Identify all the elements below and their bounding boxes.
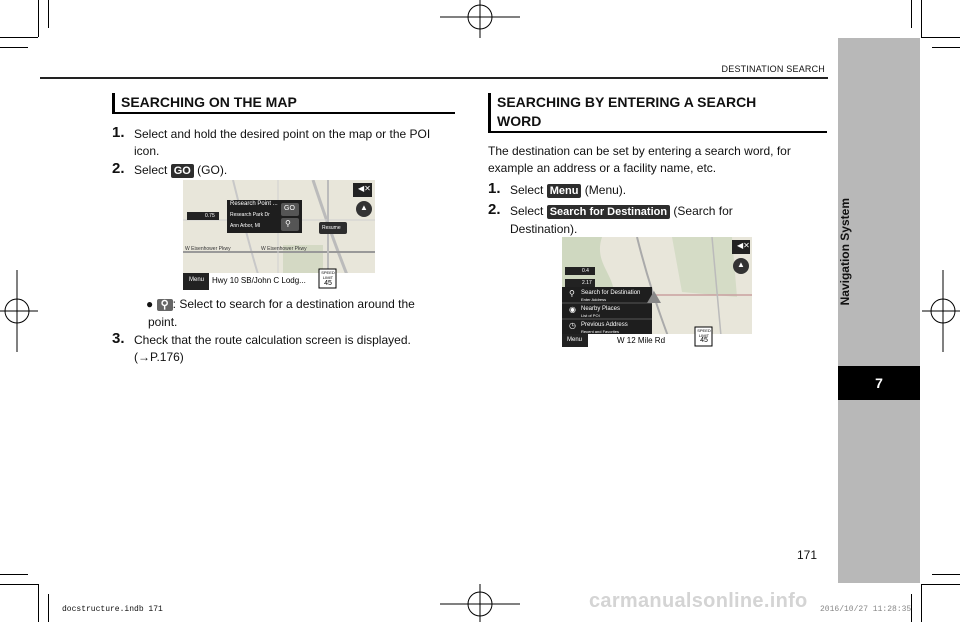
go-button[interactable]: GO [284,205,295,212]
menu-button[interactable]: Menu [567,337,583,343]
footer-date: 2016/10/27 11:28:35 [820,605,912,614]
step-number: 3. [112,330,125,347]
step-text [510,182,626,200]
menu-button-ref: Menu [547,184,582,198]
menu-item-sub: Recent and Favorites [581,329,620,334]
section-heading-map [112,93,455,114]
popup-line3: Ann Arbor, MI [230,223,261,229]
step-text: Select and hold the desired point on the map or the POI icon. [134,127,431,158]
popup-line2: Research Park Dr [230,212,270,218]
search-icon: ⚲ [157,299,173,311]
chapter-label: Navigation System [838,198,852,306]
map-graphic [183,180,375,290]
step-text-b: (→P.176) [134,350,184,364]
footer-file: docstructure.indb 171 [62,605,163,614]
street-name: Hwy 10 SB/John C Lodg... [212,276,306,285]
mute-icon[interactable]: ◀✕ [737,241,750,250]
menu-item-sub: List of POI [581,313,600,318]
step-number: 1. [112,124,125,141]
resume-button[interactable]: Resume [322,225,341,231]
intro-text [488,143,826,177]
step-post: (Menu). [584,183,627,197]
search-destination-button-ref: Search for Destination [547,205,670,219]
step-pre: Select [134,163,168,177]
step-number: 1. [488,180,501,197]
search-icon[interactable]: ⚲ [285,219,291,228]
menu-button[interactable]: Menu [189,277,205,283]
step-number: 2. [112,160,125,177]
menu-item-title[interactable]: Search for Destination [581,290,641,296]
step-number: 2. [488,201,501,218]
step-pre: Select [510,183,544,197]
menu-item-sub: Enter Address [581,297,607,302]
speed-limit-value: 45 [700,337,708,344]
chapter-side-tab [838,38,920,583]
bullet-dot: ● [146,297,154,311]
speed-limit-value: 45 [324,280,332,287]
step-pre: Select [510,204,544,218]
section-heading-word-a: SEARCHING BY ENTERING A SEARCH [497,94,757,110]
distance-readout: 0.4 [582,268,589,274]
road-label: W Eisenhower Pkwy [185,246,231,252]
road-label: W Eisenhower Pkwy [261,246,307,252]
section-heading-map-text: SEARCHING ON THE MAP [121,94,297,110]
chapter-number: 7 [838,366,920,400]
speed-limit-label: SPEED LIMIT [321,270,335,280]
nav-screen-map [183,180,375,290]
distance-readout: 0.75 [205,213,215,219]
running-header: DESTINATION SEARCH [721,64,825,74]
search-icon: ⚲ [569,289,575,298]
compass-icon[interactable]: ▲ [737,260,745,269]
step-text [134,332,448,366]
menu-item-title[interactable]: Previous Address [581,322,628,328]
menu-item-title[interactable]: Nearby Places [581,306,621,312]
speed-limit-label: SPEED LIMIT [697,328,711,338]
intro-a: The destination can be set by entering a search word, for [488,144,791,158]
go-button-ref: GO [171,164,194,178]
section-heading-word [488,93,827,133]
header-rule [40,77,828,79]
intro-b: example an address or a facility name, etc. [488,161,717,175]
bullet-text-a: : Select to search for a destination around the [172,297,415,311]
step-post: (GO). [197,163,228,177]
step-post2: Destination). [510,222,578,236]
nav-screen-menu [562,237,752,347]
step-text [134,162,448,180]
street-name: W 12 Mile Rd [617,336,666,345]
popup-title: Research Point ... [230,201,278,207]
page-number: 171 [797,548,818,562]
bullet-text [146,296,448,331]
distance-readout: 2.17 [582,280,592,286]
section-heading-word-b: WORD [497,113,542,129]
step-text-a: Check that the route calculation screen is displayed. [134,333,411,347]
bullet-text-b: point. [148,315,178,329]
step-text [510,203,820,238]
step-post: (Search for [673,204,733,218]
mute-icon[interactable]: ◀✕ [358,184,371,193]
watermark: carmanualsonline.info [589,590,808,612]
clock-icon: ◷ [569,321,576,330]
compass-icon[interactable]: ▲ [360,203,368,212]
location-pin-icon: ◉ [569,305,576,314]
